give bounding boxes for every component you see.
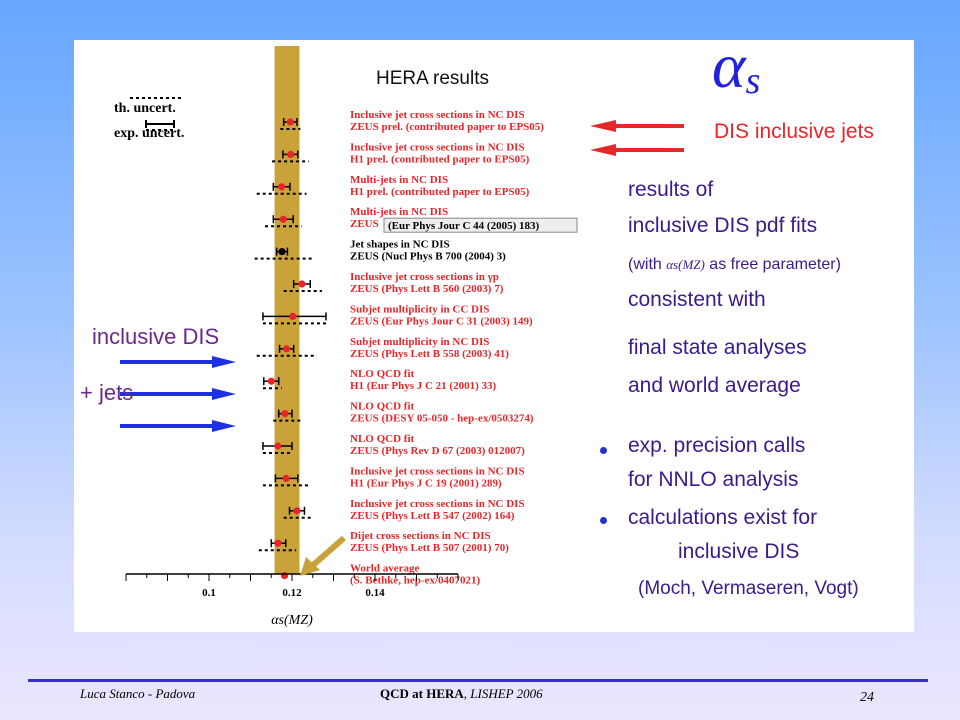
data-point: [274, 540, 281, 547]
red-arrow-head-0: [590, 120, 616, 132]
data-row-1: [272, 141, 530, 165]
alpha-s-symbol: [712, 30, 761, 102]
x-tick-label: 0.14: [365, 587, 385, 599]
world-average-arrow-shaft: [312, 538, 344, 566]
blue-arrow-head-0: [212, 356, 236, 368]
data-point: [281, 572, 288, 579]
data-point: [287, 118, 294, 125]
with-prefix: (with: [628, 256, 662, 273]
data-point: [293, 507, 300, 514]
data-row-10: [263, 433, 525, 457]
point-label-line1: Inclusive jet cross sections in NC DIS: [350, 141, 525, 154]
data-point: [274, 442, 281, 449]
alpha-s-mz-math: αs(MZ): [666, 257, 705, 272]
footer-divider: [28, 679, 928, 682]
world-average-text: and world average: [628, 374, 801, 397]
data-point: [278, 183, 285, 190]
data-row-5: [284, 271, 504, 295]
data-row-6: [263, 303, 533, 327]
chart-title: HERA results: [376, 68, 489, 89]
point-label-line1: Subjet multiplicity in NC DIS: [350, 335, 490, 348]
point-label-line2: H1 prel. (contributed paper to EPS05): [350, 185, 530, 198]
data-point: [281, 410, 288, 417]
data-point: [289, 313, 296, 320]
point-label-line2: ZEUS: [350, 218, 379, 231]
data-row-0: [280, 109, 544, 133]
point-label-line2: ZEUS (Phys Lett B 558 (2003) 41): [350, 347, 509, 360]
point-label-line2: ZEUS (Phys Lett B 547 (2002) 164): [350, 509, 515, 522]
inclusive-dis-label: inclusive DIS: [92, 324, 220, 349]
nnlo-analysis-text: for NNLO analysis: [628, 468, 799, 491]
with-alpha-text: [628, 256, 841, 274]
exp-precision-text: exp. precision calls: [628, 434, 806, 457]
point-label-line2: ZEUS (Phys Lett B 507 (2001) 70): [350, 542, 509, 555]
footer-title-bold: QCD at HERA: [380, 686, 464, 701]
point-label-line1: NLO QCD fit: [350, 368, 415, 381]
page-number: 24: [860, 690, 874, 705]
footer-title: [380, 686, 543, 702]
legend-th-label: th. uncert.: [114, 101, 176, 116]
point-label-line1: NLO QCD fit: [350, 400, 415, 413]
data-row-11: [263, 465, 525, 489]
x-axis-label: αs(MZ): [271, 613, 313, 628]
blue-arrow-head-1: [212, 388, 236, 400]
point-label-line2: H1 (Eur Phys J C 19 (2001) 289): [350, 477, 502, 490]
final-state-analyses-text: final state analyses: [628, 336, 807, 359]
slide-panel: [74, 30, 914, 632]
point-label-line2: ZEUS (Nucl Phys B 700 (2004) 3): [350, 250, 506, 263]
results-of-text: results of: [628, 178, 714, 201]
calculations-exist-text: calculations exist for: [628, 506, 818, 529]
inclusive-dis-calc-text: inclusive DIS: [678, 540, 800, 563]
dis-inclusive-jets-label: DIS inclusive jets: [714, 120, 874, 143]
bullet-1-icon: [600, 447, 607, 454]
inclusive-dis-pdf-fits-text: inclusive DIS pdf fits: [628, 214, 818, 237]
consistent-with-text: consistent with: [628, 288, 766, 311]
point-label-line2: ZEUS (Eur Phys Jour C 31 (2003) 149): [350, 315, 533, 328]
point-label-line1: World average: [350, 562, 420, 575]
alpha-symbol: α: [712, 30, 746, 101]
data-row-12: [284, 498, 525, 522]
point-label-line1: Subjet multiplicity in CC DIS: [350, 303, 490, 316]
point-label-line2: H1 prel. (contributed paper to EPS05): [350, 153, 530, 166]
point-label-line2: (S. Bethke, hep-ex/0407021): [350, 574, 481, 587]
point-label-line1: Multi-jets in NC DIS: [350, 173, 449, 186]
x-tick-label: 0.1: [202, 587, 216, 599]
point-label-line1: Inclusive jet cross sections in NC DIS: [350, 109, 525, 121]
moch-vermaseren-vogt-text: (Moch, Vermaseren, Vogt): [638, 578, 859, 599]
data-point: [268, 378, 275, 385]
point-label-line1: Inclusive jet cross sections in NC DIS: [350, 497, 525, 510]
footer-author: Luca Stanco - Padova: [80, 686, 196, 701]
blue-arrow-head-2: [212, 420, 236, 432]
point-label-line2: ZEUS (Phys Lett B 560 (2003) 7): [350, 283, 504, 295]
free-parameter-suffix: as free parameter): [709, 256, 841, 273]
data-point: [278, 248, 285, 255]
data-point: [287, 151, 294, 158]
overlay-label-text: (Eur Phys Jour C 44 (2005) 183): [388, 220, 540, 233]
data-point: [283, 345, 290, 352]
x-tick-label: 0.12: [282, 587, 302, 599]
data-point: [298, 280, 305, 287]
point-label-line2: ZEUS (DESY 05-050 - hep-ex/0503274): [350, 412, 534, 425]
point-label-line2: H1 (Eur Phys J C 21 (2001) 33): [350, 380, 497, 393]
alpha-subscript: s: [745, 60, 761, 102]
point-label-line1: Inclusive jet cross sections in NC DIS: [350, 465, 525, 478]
data-point: [280, 216, 287, 223]
point-label-line1: Multi-jets in NC DIS: [350, 206, 449, 219]
point-label-line1: Jet shapes in NC DIS: [350, 238, 450, 251]
point-label-line1: Inclusive jet cross sections in γp: [350, 271, 499, 283]
footer-title-rest: , LISHEP 2006: [463, 686, 543, 701]
bullet-2-icon: [600, 517, 607, 524]
point-label-line2: ZEUS (Phys Rev D 67 (2003) 012007): [350, 445, 525, 457]
world-average-band: [275, 46, 300, 574]
legend-exp-label: exp. uncert.: [114, 126, 185, 141]
data-point: [283, 475, 290, 482]
point-label-line1: Dijet cross sections in NC DIS: [350, 530, 491, 543]
point-label-line1: NLO QCD fit: [350, 433, 415, 445]
plus-jets-label: + jets: [80, 380, 134, 405]
data-row-9: [273, 401, 534, 425]
point-label-line2: ZEUS prel. (contributed paper to EPS05): [350, 121, 544, 133]
red-arrow-head-1: [590, 144, 616, 156]
